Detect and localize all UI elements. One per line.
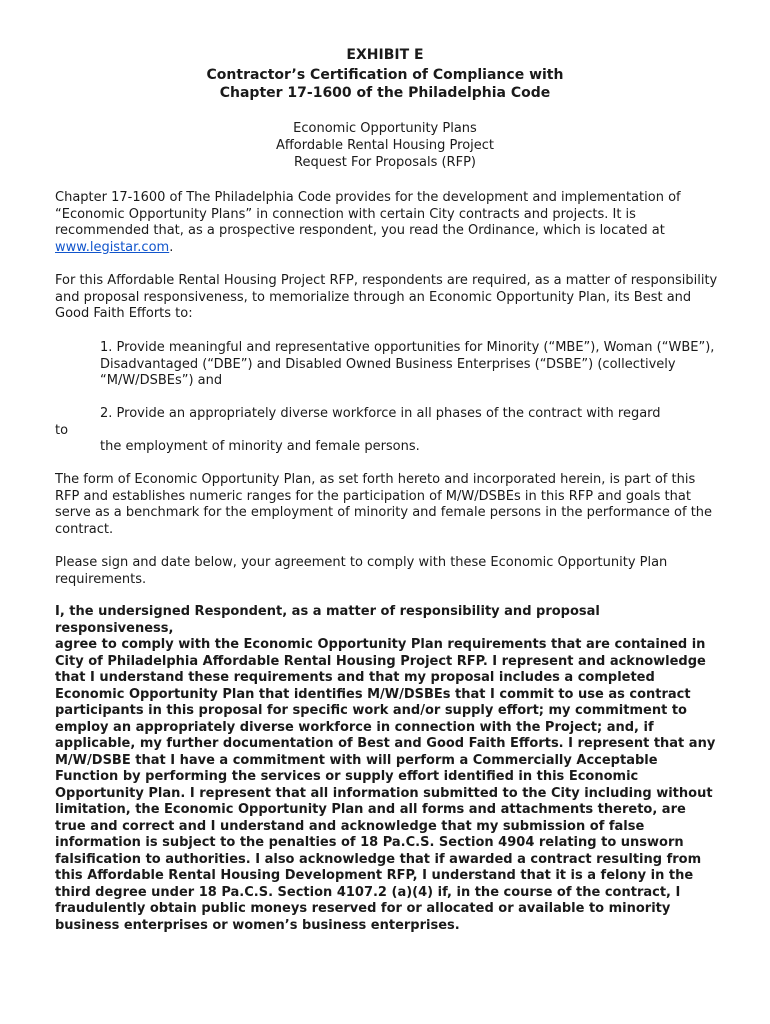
form-paragraph: The form of Economic Opportunity Plan, as set forth hereto and incorporated herein, is part of this RFP and establishes numeric ranges for the participation of M/W/DSBEs in this RFP and goals that serve as a benchmark for the employment of minority and female persons in the performance of the contract. (55, 472, 713, 537)
requirement-paragraph: For this Affordable Rental Housing Project RFP, respondents are required, as a matter of responsibility and proposal responsiveness, to memorialize through an Economic Opportunity Plan, its Best and Good Faith Efforts to: (55, 273, 718, 321)
list-item-2: 2. Provide an appropriately diverse workforce in all phases of the contract with regard (100, 406, 661, 421)
subheader-rfp: Request For Proposals (RFP) (294, 155, 476, 170)
subheader-plans: Economic Opportunity Plans (293, 121, 477, 136)
intro-paragraph (55, 190, 720, 256)
list-item-2-wrap: to (55, 423, 69, 438)
sign-paragraph: Please sign and date below, your agreement to comply with these Economic Opportunity Plan requirements. (55, 555, 668, 587)
certification-statement: agree to comply with the Economic Opportunity Plan requirements that are contained in City of Philadelphia Affordable Rental Housing Project RFP. I represent and acknowledge that I understand these requirements and that my proposal includes a completed Economic Opportunity Plan that identifies M/W/DSBEs that I commit to use as contract participants in this proposal for specific work and/or supply effort; my commitment to employ an appropriately diverse workforce in connection with the Project; and, if applicable, my further documentation of Best and Good Faith Efforts. I represent that any M/W/DSBE that I have a commitment with will perform a Commercially Acceptable Function by performing the services or supply effort identified in this Economic Opportunity Plan. I represent that all information submitted to the City including without limitation, the Economic Opportunity Plan and all forms and attachments thereto, are true and correct and I understand and acknowledge that my submission of false information is subject to the penalties of 18 Pa.C.S. Section 4904 relating to unsworn falsification to authorities. I also acknowledge that if awarded a contract resulting from this Affordable Rental Housing Development RFP, I understand that it is a felony in the third degree under 18 Pa.C.S. Section 4107.2 (a)(4) if, in the course of the contract, I fraudulently obtain public moneys reserved for or allocated or available to minority business enterprises or women’s business enterprises. (55, 637, 716, 933)
list-item-1: 1. Provide meaningful and representative opportunities for Minority (“MBE”), Woman (“WBE”), Disadvantaged (“DBE”) and Disabled Owned Business Enterprises (“DSBE”) (collectively “M/W/DSBEs”) and (100, 340, 715, 388)
list-item-2-continued: the employment of minority and female persons. (100, 439, 420, 454)
intro-period: . (169, 239, 174, 255)
subheader-project: Affordable Rental Housing Project (275, 138, 495, 153)
document-title-line1: Contractor’s Certification of Compliance with (206, 67, 564, 83)
certification-opening: I, the undersigned Respondent, as a matter of responsibility and proposal responsiveness, (55, 604, 600, 636)
intro-text: Chapter 17-1600 of The Philadelphia Code provides for the development and implementation of “Economic Opportunity Plans” in connection with certain City contracts and projects. It is recommended that, as a prospective respondent, you read the Ordinance, which is located at (55, 190, 681, 238)
legistar-link[interactable]: www.legistar.com (55, 239, 170, 255)
document-title-line2: Chapter 17-1600 of the Philadelphia Code (219, 85, 551, 101)
exhibit-label: EXHIBIT E (346, 47, 424, 63)
